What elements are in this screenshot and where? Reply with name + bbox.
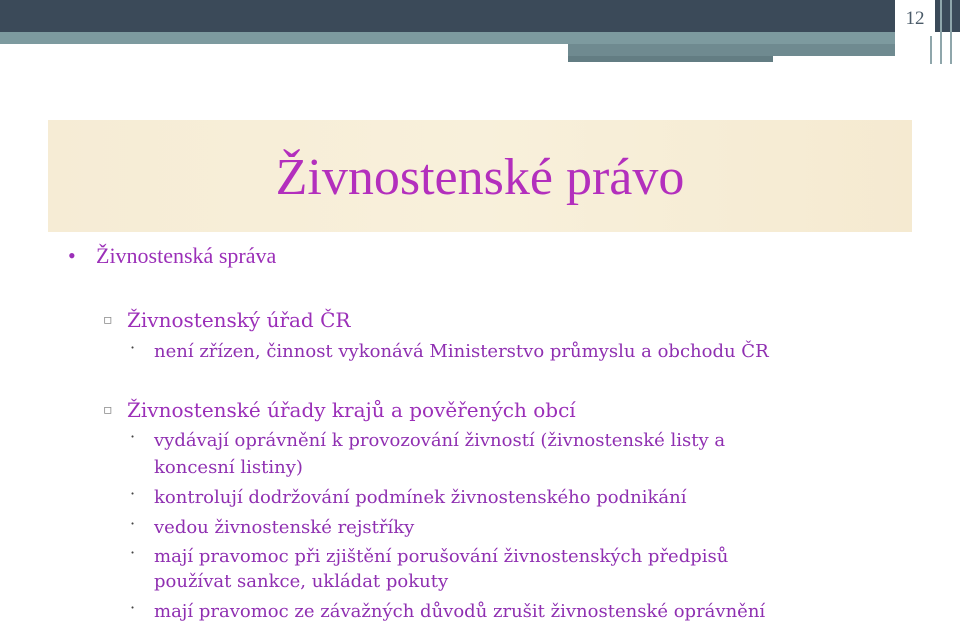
list-item-text: používat sankce, ukládat pokuty bbox=[154, 571, 449, 592]
list-item-text: vydávají oprávnění k provozování živností (živnostenské listy a bbox=[154, 430, 726, 451]
dot-bullet: · bbox=[130, 543, 136, 562]
header-band-3 bbox=[568, 56, 773, 62]
dot-bullet: · bbox=[130, 514, 136, 533]
header-top-bar bbox=[0, 0, 960, 32]
bullet-dot: • bbox=[68, 243, 76, 268]
square-bullet-icon: ▫ bbox=[103, 402, 113, 418]
dot-bullet: · bbox=[130, 598, 136, 617]
dot-bullet: · bbox=[130, 338, 136, 357]
list-item-text: vedou živnostenské rejstříky bbox=[154, 517, 415, 538]
bullet-level1-text: Živnostenská správa bbox=[96, 243, 277, 268]
square-bullet-icon: ▫ bbox=[103, 312, 113, 328]
header-band-1 bbox=[0, 32, 895, 44]
list-item-text: není zřízen, činnost vykonává Ministerstvo průmyslu a obchodu ČR bbox=[154, 341, 769, 362]
section-heading-text: Živnostenské úřady krajů a pověřených obcí bbox=[127, 398, 576, 422]
list-item-text: mají pravomoc ze závažných důvodů zrušit živnostenské oprávnění bbox=[154, 601, 766, 622]
header-band-2 bbox=[568, 44, 895, 56]
dot-bullet: · bbox=[130, 427, 136, 446]
list-item-text: mají pravomoc při zjištění porušování živnostenských předpisů bbox=[154, 546, 729, 567]
section-heading-text: Živnostenský úřad ČR bbox=[127, 308, 351, 332]
slide-title: Živnostenské právo bbox=[275, 149, 685, 206]
list-item-text: kontrolují dodržování podmínek živnostenského podnikání bbox=[154, 487, 687, 508]
slide-number: 12 bbox=[895, 0, 935, 36]
dot-bullet: · bbox=[130, 484, 136, 503]
list-item-text: koncesní listiny) bbox=[154, 457, 303, 478]
